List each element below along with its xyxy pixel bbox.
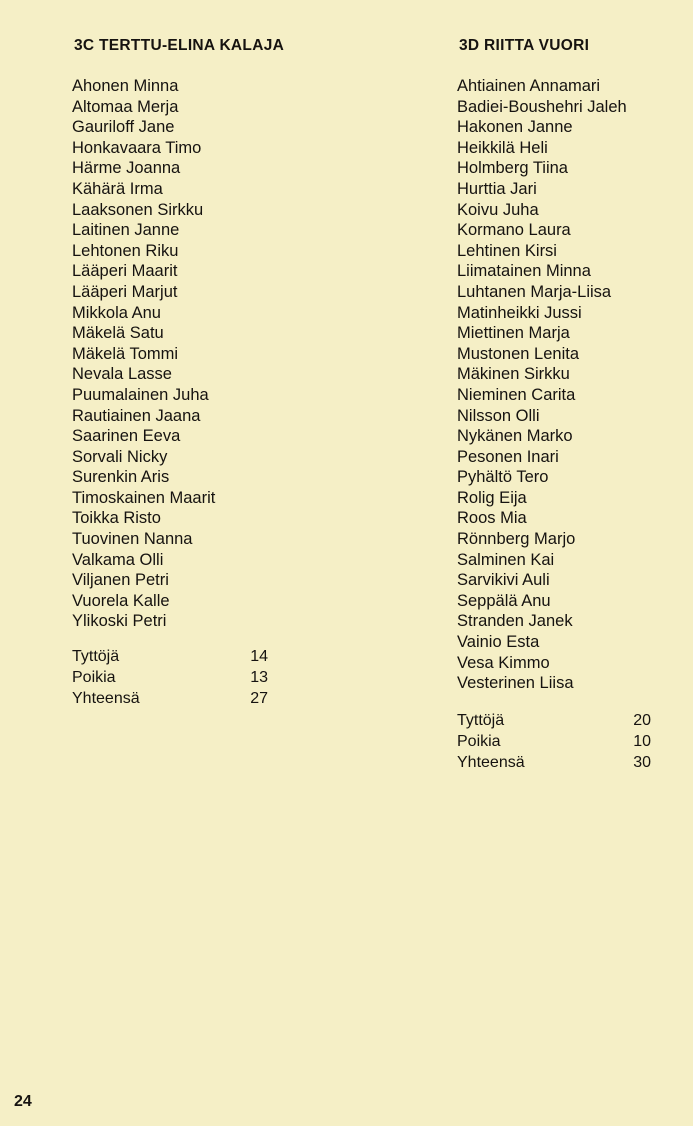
student-name: Lehtonen Riku [72,241,179,260]
student-name: Mäkelä Tommi [72,344,179,363]
student-name: Holmberg Tiina [457,159,568,178]
student-name: Mustonen Lenita [457,344,580,363]
student-name: Liimatainen Minna [457,262,591,281]
student-name: Salminen Kai [457,550,555,569]
class-3c-heading: 3C TERTTU-ELINA KALAJA [74,37,285,54]
total-label: Yhteensä [72,690,140,708]
student-name: Nykänen Marko [457,427,573,446]
total-value: 27 [250,690,268,708]
student-name: Luhtanen Marja-Liisa [457,282,612,301]
student-name: Heikkilä Heli [457,138,548,157]
student-name: Laitinen Janne [72,221,180,240]
total-row [72,646,268,667]
total-value: 30 [633,753,651,771]
student-name: Nevala Lasse [72,365,172,384]
student-name: Puumalainen Juha [72,385,209,404]
student-name: Rolig Eija [457,488,527,507]
student-name: Miettinen Marja [457,324,570,343]
student-name: Valkama Olli [72,550,164,569]
page-number: 24 [14,1093,32,1110]
student-name: Badiei-Boushehri Jaleh [457,97,627,116]
student-name: Lääperi Marjut [72,282,178,301]
student-name: Matinheikki Jussi [457,303,582,322]
student-name: Tuovinen Nanna [72,530,193,549]
total-label: Yhteensä [457,753,525,771]
class-3c-totals [72,646,268,709]
student-name: Sorvali Nicky [72,447,168,466]
class-3d-heading: 3D RIITTA VUORI [459,37,590,54]
student-name: Vesa Kimmo [457,653,550,672]
total-value: 10 [633,732,651,750]
class-3d-section [457,36,687,773]
total-row [72,688,268,709]
total-value: 20 [633,711,651,729]
student-name: Rautiainen Jaana [72,406,201,425]
total-row [457,752,651,773]
class-3c-section [72,36,302,709]
student-name: Toikka Risto [72,509,161,528]
class-3d-student-list [457,76,687,694]
student-name: Timoskainen Maarit [72,488,216,507]
total-label: Poikia [457,732,501,750]
student-name: Nieminen Carita [457,385,576,404]
student-name: Mikkola Anu [72,303,161,322]
total-row [72,667,268,688]
total-label: Poikia [72,669,116,687]
student-name: Pyhältö Tero [457,468,549,487]
student-name: Kormano Laura [457,221,571,240]
student-name: Härme Joanna [72,159,181,178]
student-name: Vuorela Kalle [72,591,170,610]
student-name: Sarvikivi Auli [457,571,550,590]
student-name: Gauriloff Jane [72,118,175,137]
total-value: 14 [250,648,268,666]
total-row [457,731,651,752]
total-row [457,710,651,731]
student-name: Kähärä Irma [72,179,163,198]
student-name: Surenkin Aris [72,468,170,487]
student-name: Nilsson Olli [457,406,540,425]
total-label: Tyttöjä [72,648,120,666]
student-name: Laaksonen Sirkku [72,200,204,219]
student-name: Pesonen Inari [457,447,559,466]
student-name: Lehtinen Kirsi [457,241,557,260]
class-3d-totals [457,710,651,773]
student-name: Ahonen Minna [72,77,179,95]
student-name: Hakonen Janne [457,118,573,137]
student-name: Hurttia Jari [457,179,537,198]
student-name: Saarinen Eeva [72,427,181,446]
student-name: Mäkelä Satu [72,324,164,343]
total-value: 13 [250,669,268,687]
student-name: Rönnberg Marjo [457,530,576,549]
student-name: Stranden Janek [457,612,573,631]
student-name: Roos Mia [457,509,527,528]
student-name: Mäkinen Sirkku [457,365,570,384]
student-name: Viljanen Petri [72,571,169,590]
student-name: Vesterinen Liisa [457,674,574,693]
student-name: Vainio Esta [457,633,540,652]
student-name: Ahtiainen Annamari [457,77,601,95]
student-name: Ylikoski Petri [72,612,167,631]
student-name: Altomaa Merja [72,97,179,116]
total-label: Tyttöjä [457,711,505,729]
class-3c-student-list [72,76,302,632]
student-name: Honkavaara Timo [72,138,202,157]
student-name: Seppälä Anu [457,591,551,610]
student-name: Koivu Juha [457,200,539,219]
student-name: Lääperi Maarit [72,262,178,281]
